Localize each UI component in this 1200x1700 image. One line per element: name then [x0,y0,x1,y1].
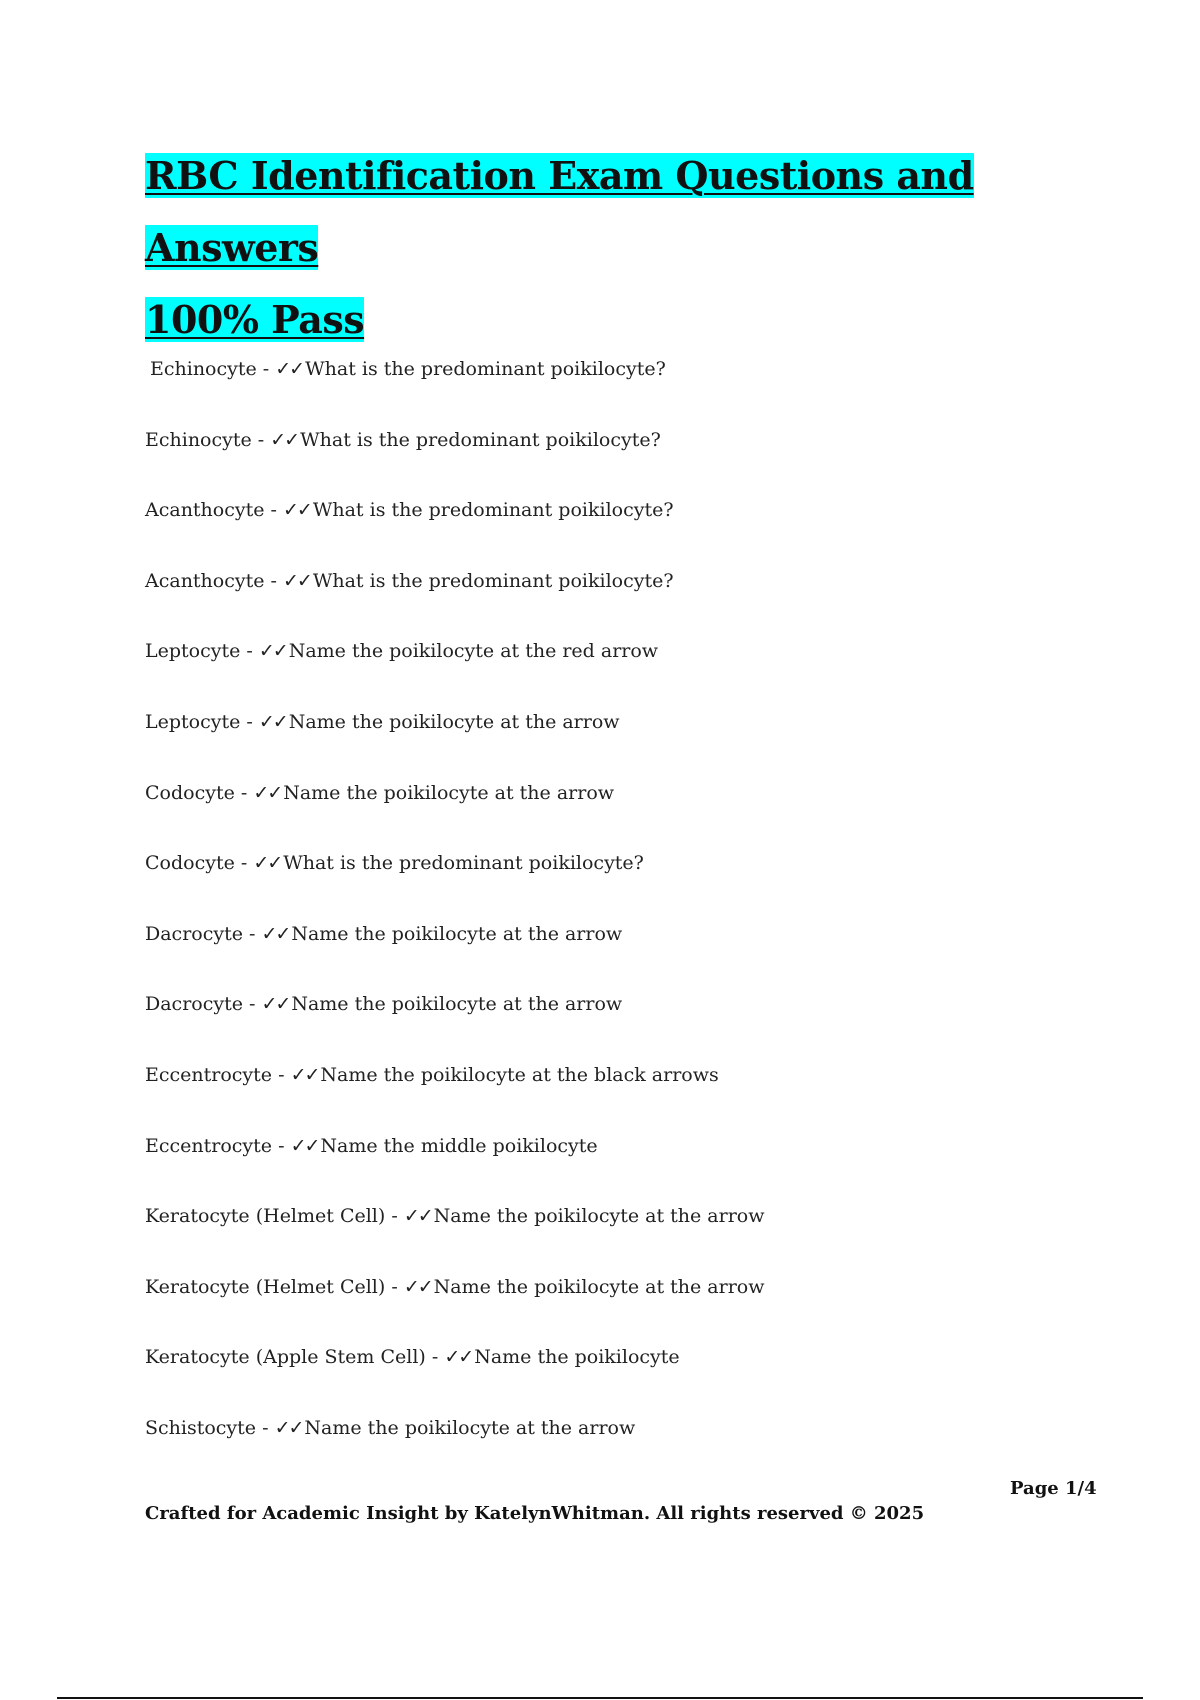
double-checkmark-icon: ✓✓ [290,1063,319,1086]
list-item [145,922,1105,993]
list-item [145,1416,1105,1487]
double-checkmark-icon: ✓✓ [258,710,287,733]
page-number: Page 1/4 [1010,1478,1097,1499]
qa-list [145,357,1105,1487]
double-checkmark-icon: ✓✓ [261,993,290,1016]
question-text: Name the poikilocyte at the arrow [304,1416,636,1439]
bottom-divider [57,1697,1143,1699]
question-text: Name the poikilocyte at the arrow [288,710,620,733]
double-checkmark-icon: ✓✓ [403,1205,432,1228]
double-checkmark-icon: ✓✓ [253,852,282,875]
title-line-1: RBC Identification Exam Questions and Answers [145,153,974,270]
double-checkmark-icon: ✓✓ [403,1275,432,1298]
answer-term: Keratocyte (Apple Stem Cell) - [145,1346,439,1369]
double-checkmark-icon: ✓✓ [444,1346,473,1369]
list-item [145,428,1105,499]
question-text: Name the poikilocyte at the arrow [291,922,623,945]
answer-term: Eccentrocyte - [145,1063,285,1086]
answer-term: Keratocyte (Helmet Cell) - [145,1205,398,1228]
double-checkmark-icon: ✓✓ [290,1134,319,1157]
double-checkmark-icon: ✓✓ [253,781,282,804]
list-item [145,781,1105,852]
question-text: Name the poikilocyte at the black arrows [320,1063,719,1086]
question-text: Name the poikilocyte at the arrow [433,1205,765,1228]
answer-term: Codocyte - [145,781,248,804]
question-text: Name the poikilocyte at the arrow [283,781,615,804]
list-item [145,357,1105,428]
answer-term: Dacrocyte - [145,922,256,945]
question-text: Name the poikilocyte at the arrow [433,1275,765,1298]
question-text: What is the predominant poikilocyte? [283,852,644,875]
list-item [145,1134,1105,1205]
answer-term: Eccentrocyte - [145,1134,285,1157]
double-checkmark-icon: ✓✓ [261,922,290,945]
question-text: Name the poikilocyte at the red arrow [288,640,659,663]
answer-term: Acanthocyte - [145,499,277,522]
list-item [145,1063,1105,1134]
question-text: Name the middle poikilocyte [320,1134,598,1157]
list-item [145,1204,1105,1275]
list-item [145,569,1105,640]
title-line-2: 100% Pass [145,297,365,342]
question-text: What is the predominant poikilocyte? [312,569,674,592]
answer-term: Leptocyte - [145,710,253,733]
answer-term: Codocyte - [145,852,248,875]
answer-term: Schistocyte - [145,1416,269,1439]
question-text: Name the poikilocyte at the arrow [291,993,623,1016]
answer-term: Acanthocyte - [145,569,277,592]
question-text: What is the predominant poikilocyte? [312,499,674,522]
answer-term: Leptocyte - [145,640,253,663]
answer-term: Echinocyte - [150,358,270,380]
double-checkmark-icon: ✓✓ [283,499,311,522]
answer-term: Keratocyte (Helmet Cell) - [145,1275,398,1298]
double-checkmark-icon: ✓✓ [283,569,311,592]
double-checkmark-icon: ✓✓ [258,640,287,663]
double-checkmark-icon: ✓✓ [274,1416,303,1439]
list-item [145,1345,1105,1416]
answer-term: Echinocyte - [145,428,265,451]
list-item [145,851,1105,922]
list-item [145,992,1105,1063]
question-text: What is the predominant poikilocyte? [300,428,661,451]
double-checkmark-icon: ✓✓ [275,358,304,380]
list-item [145,498,1105,569]
list-item [145,1275,1105,1346]
answer-term: Dacrocyte - [145,993,256,1016]
footer-credit: Crafted for Academic Insight by KatelynWhitman. All rights reserved © 2025 [145,1503,925,1524]
list-item [145,710,1105,781]
list-item [145,639,1105,710]
document-title [145,140,1075,356]
double-checkmark-icon: ✓✓ [270,428,299,451]
question-text: Name the poikilocyte [474,1346,680,1369]
question-text: What is the predominant poikilocyte? [305,358,666,380]
